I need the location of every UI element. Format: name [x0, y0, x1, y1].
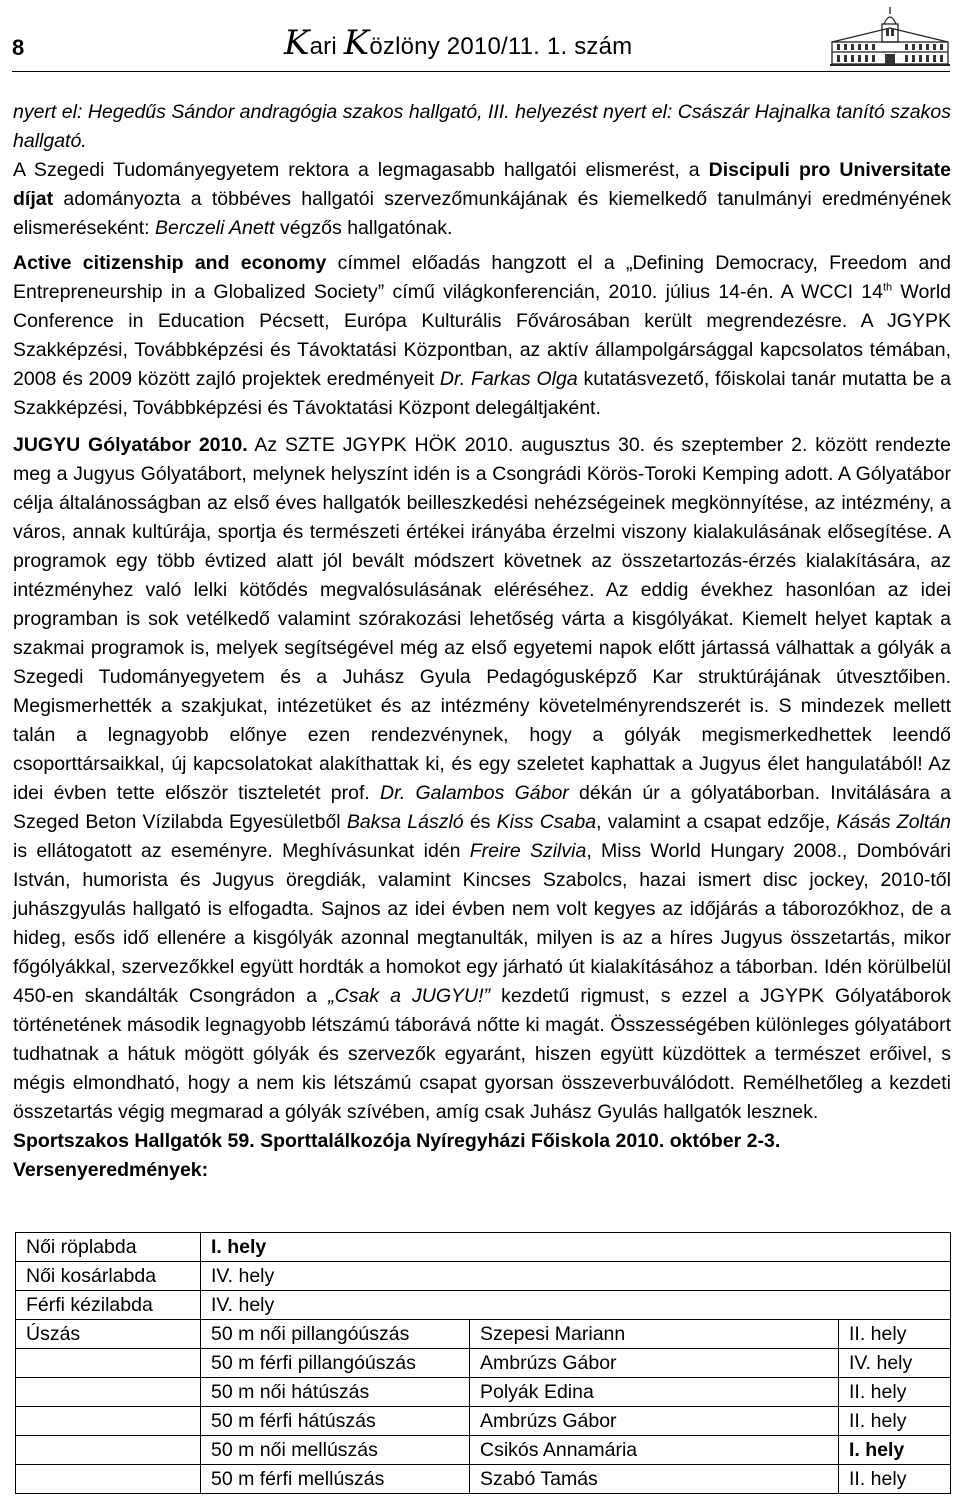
sport-cell	[16, 1407, 201, 1436]
person-name: Berczeli Anett	[154, 217, 275, 239]
table-row	[16, 1465, 951, 1494]
table-row	[16, 1262, 951, 1291]
event-cell: 50 m férfi mellúszás	[201, 1465, 470, 1494]
table-row	[16, 1349, 951, 1378]
table-row	[16, 1407, 951, 1436]
results-table	[15, 1232, 951, 1494]
place-cell: II. hely	[839, 1378, 951, 1407]
person-name: Dr. Galambos Gábor	[380, 782, 569, 804]
table-row	[16, 1378, 951, 1407]
table-row	[16, 1291, 951, 1320]
athlete-cell: Szepesi Mariann	[470, 1320, 839, 1349]
table-row	[16, 1320, 951, 1349]
person-name: Dr. Farkas Olga	[439, 368, 578, 390]
section-heading-results: Versenyeredmények:	[13, 1159, 209, 1181]
place-cell: IV. hely	[201, 1291, 951, 1320]
person-name: Kásás Zoltán	[836, 811, 952, 833]
title-cap-1: K	[284, 23, 310, 63]
text: is ellátogatott az eseményre. Meghívásunkat idén	[13, 840, 470, 862]
title-part-2: özlöny 2010/11. 1. szám	[369, 33, 633, 60]
page-header	[0, 0, 960, 78]
text: A Szegedi Tudományegyetem rektora a legmagasabb hallgatói elismerést, a	[13, 159, 709, 181]
header-rule	[12, 71, 950, 72]
title-part-1: ari	[309, 33, 344, 60]
sport-cell	[16, 1465, 201, 1494]
sport-cell: Úszás	[16, 1320, 201, 1349]
text: címmel előadás hangzott el a „Defining Democracy, Freedom and Entrepreneurship in a Globalized Society” című világkonferencián, 2010. július 14-én. A WCCI 14	[13, 252, 951, 303]
building-logo-icon	[828, 4, 952, 68]
text: Az SZTE JGYPK HÖK 2010. augusztus 30. és szeptember 2. között rendezte meg a Jugyus Gólyatábort, melynek helyszínt idén is a Csongrádi Körös-Toroki Kemping adott. A Gólyatábor célja általánosságban az első éves hallgatók beilleszkedési nehézségeinek megkönnyítése, az intézmény, a város, annak kultúrája, sportja és természeti értékei irányába érzelmi viszony kialakulásának elősegítése. A programok egy több évtized alatt jól bevált módszert követnek az összetartozás-érzés kialakítására, az intézményhez való lelki kötődés megvalósulásának eléréséhez. Az eddig évekhez hasonlóan az idei programban is sok vetélkedő valamint szórakozási lehetőség várta a kisgólyákat. Kiemelt helyet kaptak a szakmai programok is, melyek segítségével még az első egyetemi napok előtt jártassá válhattak a gólyák a Szegedi Tudományegyetem és a Juhász Gyula Pedagógusképző Kar struktúrájának útvesztőiben. Megismerhették a szakjukat, intézetüket és az intézmény követelményrendszerét is. S mindezek mellett talán a legnagyobb előnye ezen rendezvénynek, hogy a gólyák megismerkedhettek leendő csoporttársaikkal, új kapcsolatokat alakíthattak ki, és egy szeletet kaphattak a Jugyus élet hangulatából! Az idei évben tette először tiszteletét prof.	[13, 434, 951, 804]
title-cap-2: K	[343, 23, 370, 63]
event-cell: 50 m női hátúszás	[201, 1378, 470, 1407]
section-heading-sport: Sportszakos Hallgatók 59. Sporttalálkozója Nyíregyházi Főiskola 2010. október 2-3.	[13, 1130, 781, 1152]
lecture-title: Active citizenship and economy	[13, 252, 327, 274]
event-cell: 50 m női pillangóúszás	[201, 1320, 470, 1349]
place-cell: I. hely	[839, 1436, 951, 1465]
paragraph-golyatabor	[13, 431, 951, 1127]
person-name: Freire Szilvia	[469, 840, 587, 862]
sport-cell	[16, 1378, 201, 1407]
quote: „Csak a JUGYU!”	[328, 985, 491, 1007]
text: kezdetű rigmust, s ezzel a JGYPK Gólyatáborok történetének második legnagyobb létszámú táborává nőtte ki magát. Összességében különleges gólyatábort tudhatnak a hátuk mögött gólyák és szervezők egyaránt, hiszen együtt küzdöttek a természet erőivel, s mégis elmondható, hogy a nem kis létszámú csapat gyorsan összeverbuválódott. Remélhetőleg a kezdeti összetartás végig megmarad a gólyák szívében, amíg csak Juhász Gyulás hallgatók lesznek.	[13, 985, 951, 1123]
sport-cell: Férfi kézilabda	[16, 1291, 201, 1320]
text: , valamint a csapat edzője,	[596, 811, 837, 833]
section-title: JUGYU Gólyatábor 2010.	[13, 434, 248, 456]
sport-cell: Női röplabda	[16, 1233, 201, 1262]
text: végzős hallgatónak.	[274, 217, 453, 239]
place-cell: IV. hely	[201, 1262, 951, 1291]
table-row	[16, 1436, 951, 1465]
place-cell: II. hely	[839, 1465, 951, 1494]
athlete-cell: Ambrúzs Gábor	[470, 1407, 839, 1436]
text: adományozta a többéves hallgatói szervezőmunkájának és kiemelkedő tanulmányi eredményének elismeréseként:	[13, 188, 951, 239]
text: , Miss World Hungary 2008., Dombóvári István, humorista és Jugyus öregdiák, valamint Kincses Szabolcs, hazai ismert disc jockey, 2010-től juhászgyulás hallgató is elfogadta. Sajnos az idei évben nem volt kegyes az időjárás a táborozókhoz, de a hideg, esős idő ellenére a kisgólyák azonnal megtanulták, milyen is az a híres Jugyus összetartás, mikor főgólyákkal, szervezőkkel együtt hordták a homokot egy járható út kialakításához a táborban. Idén körülbelül 450-en skandálták Csongrádon a	[13, 840, 951, 1007]
text: dékán úr a gólyatáborban. Invitálására a Szeged Beton Vízilabda Egyesületből	[13, 782, 951, 833]
event-cell: 50 m férfi pillangóúszás	[201, 1349, 470, 1378]
paragraph-discipuli	[13, 156, 951, 243]
text: kutatásvezető, főiskolai tanár mutatta be a Szakképzési, Továbbképzési és Távoktatási Központ delegáltjaként.	[13, 368, 952, 419]
table-row	[16, 1233, 951, 1262]
athlete-cell: Csikós Annamária	[470, 1436, 839, 1465]
person-name: Baksa László	[346, 811, 464, 833]
event-cell: 50 m női mellúszás	[201, 1436, 470, 1465]
event-cell: 50 m férfi hátúszás	[201, 1407, 470, 1436]
paragraph-active-citizenship	[13, 249, 951, 423]
paragraph-1	[13, 98, 951, 156]
sport-cell	[16, 1436, 201, 1465]
page-number: 8	[12, 35, 25, 60]
place-cell: IV. hely	[839, 1349, 951, 1378]
text: és	[463, 811, 497, 833]
place-cell: II. hely	[839, 1407, 951, 1436]
journal-title	[284, 23, 633, 63]
text: World Conference in Education Pécsett, Európa Kulturális Fővárosában került megrendezésre. A JGYPK Szakképzési, Továbbképzési és Távoktatási Központban, az aktív állampolgársággal kapcsolatos témában, 2008 és 2009 között zajló projektek eredményeit	[13, 281, 951, 390]
place-cell: II. hely	[839, 1320, 951, 1349]
award-name: Discipuli pro Universitate díjat	[13, 159, 951, 210]
person-name: Kiss Csaba	[496, 811, 597, 833]
sport-cell	[16, 1349, 201, 1378]
paragraph-1-text: nyert el: Hegedűs Sándor andragógia szakos hallgató, III. helyezést nyert el: Császár Hajnalka tanító szakos hallgató.	[13, 101, 951, 152]
sport-cell: Női kosárlabda	[16, 1262, 201, 1291]
superscript: th	[882, 281, 893, 294]
athlete-cell: Ambrúzs Gábor	[470, 1349, 839, 1378]
place-cell: I. hely	[201, 1233, 951, 1262]
athlete-cell: Szabó Tamás	[470, 1465, 839, 1494]
athlete-cell: Polyák Edina	[470, 1378, 839, 1407]
article-body	[13, 98, 951, 1185]
